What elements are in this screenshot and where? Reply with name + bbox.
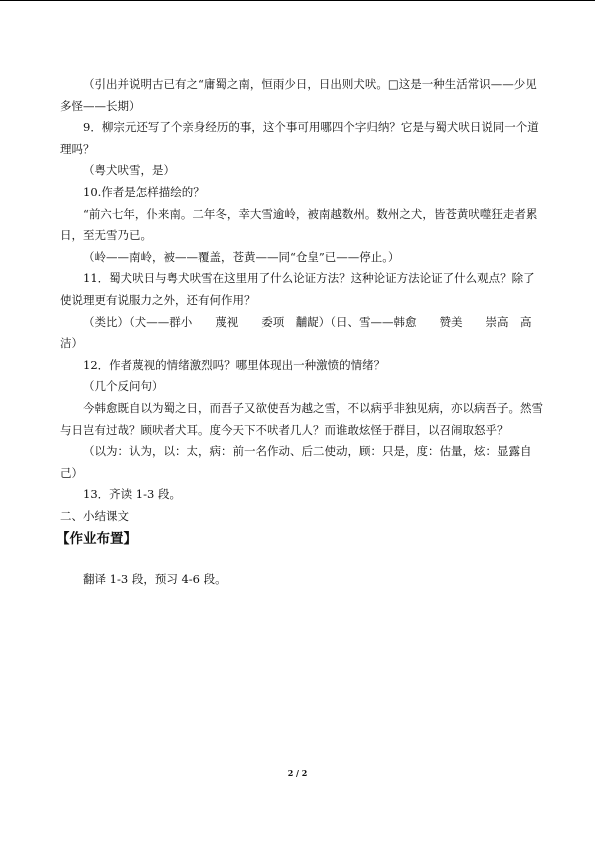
answer-12: （几个反问句） xyxy=(83,379,164,394)
annotation: （以为：认为，以：太，病：前一名作动、后二使动，顾：只是，度：估量，炫：显露自己） xyxy=(60,444,532,480)
question-9: 9．柳宗元还写了个亲身经历的事，这个事可用哪四个字归纳？它是与蜀犬吠日说同一个道理吗？ xyxy=(60,120,539,156)
document-body xyxy=(56,74,544,591)
page-top-border xyxy=(0,0,595,1)
homework-text: 翻译 1-3 段，预习 4-6 段。 xyxy=(83,572,227,587)
answer-10: （岭——南岭，被——覆盖，苍黄——同“仓皇”已——停止。） xyxy=(83,249,400,264)
question-12: 12．作者蔑视的情绪激烈吗？哪里体现出一种激愤的情绪？ xyxy=(83,357,386,372)
section-summary: 二、小结课文 xyxy=(60,508,129,523)
question-13: 13．齐读 1-3 段。 xyxy=(83,487,181,502)
homework-heading: 【作业布置】 xyxy=(56,531,137,548)
quote-passage: “前六七年，仆来南。二年冬，幸大雪逾岭，被南越数州。数州之犬，皆苍黄吠噬狂走者累日，至无雪乃已。 xyxy=(60,206,538,243)
answer-11: （类比）（犬——群小 蔑视 委项 黼龊）（日、雪——韩愈 赞美 崇高 高洁） xyxy=(60,314,532,351)
question-10: 10.作者是怎样描绘的？ xyxy=(83,184,205,199)
quote-passage-2: 今韩愈既自以为蜀之日，而吾子又欲使吾为越之雪，不以病乎非独见病，亦以病吾子。然雪与日岂有过哉？顾吠者犬耳。度今天下不吠者几人？而谁敢炫怪于群目，以召闹取怒乎？ xyxy=(60,400,543,437)
answer-9: （粤犬吠雪，是） xyxy=(83,163,175,178)
page-number: 2 / 2 xyxy=(287,768,308,778)
question-11: 11．蜀犬吠日与粤犬吠雪在这里用了什么论证方法？这种论证方法论证了什么观点？除了使说理更有说服力之外，还有何作用？ xyxy=(60,271,535,307)
paragraph: （引出并说明古已有之“庸蜀之南，恒雨少日，日出则犬吠。□这是一种生活常识——少见多怪——长期） xyxy=(60,77,537,113)
